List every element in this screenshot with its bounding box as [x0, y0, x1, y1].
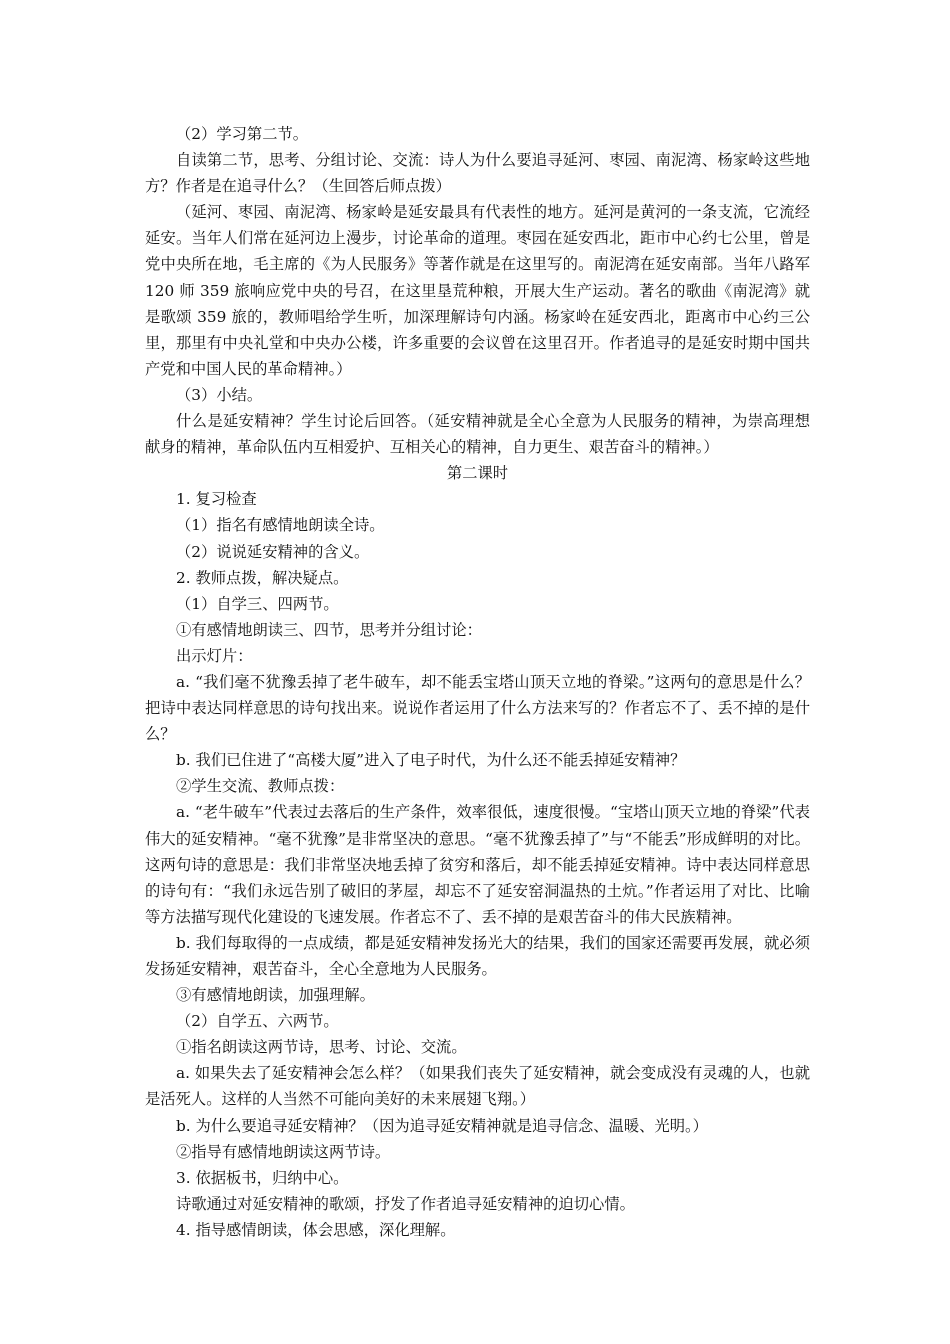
- question-b-why-seek: b. 为什么要追寻延安精神？（因为追寻延安精神就是追寻信念、温暖、光明。）: [176, 1116, 708, 1135]
- question-a-old-cart: a. “我们毫不犹豫丢掉了老牛破车，却不能丢宝塔山顶天立地的脊梁。”这两句的意思是什么？把诗中表达同样意思的诗句找出来。说说作者运用了什么方法来写的？作者忘不了、丢不掉的是什么？: [145, 672, 810, 744]
- step-emotional-reading: 4. 指导感情朗读，体会思感，深化理解。: [176, 1220, 456, 1239]
- paragraph-theme-statement: 诗歌通过对延安精神的歌颂，抒发了作者追寻延安精神的迫切心情。: [176, 1194, 635, 1213]
- section-heading-study-second: （2）学习第二节。: [176, 125, 309, 143]
- step-read-with-feeling: ③有感情地朗读，加强理解。: [176, 986, 375, 1005]
- question-a-lose-spirit: a. 如果失去了延安精神会怎么样？（如果我们丧失了延安精神，就会变成没有灵魂的人，也就是活死人。这样的人当然不可能向美好的未来展翅飞翔。）: [145, 1064, 810, 1109]
- question-b-electronic-age: b. 我们已住进了“高楼大厦”进入了电子时代，为什么还不能丢掉延安精神？: [176, 751, 686, 770]
- step-study-five-six: （2）自学五、六两节。: [176, 1012, 339, 1031]
- step-meaning-of-spirit: （2）说说延安精神的含义。: [176, 542, 370, 561]
- answer-b-achievements: b. 我们每取得的一点成绩，都是延安精神发扬光大的结果，我们的国家还需要再发展，就必须发扬延安精神，艰苦奋斗，全心全意地为人民服务。: [145, 933, 810, 978]
- paragraph-self-read-second: 自读第二节，思考、分组讨论、交流：诗人为什么要追寻延河、枣园、南泥湾、杨家岭这些地方？作者是在追寻什么？（生回答后师点拨）: [145, 151, 810, 196]
- step-read-two-sections: ①指名朗读这两节诗，思考、讨论、交流。: [176, 1038, 467, 1057]
- step-summarize-theme: 3. 依据板书，归纳中心。: [176, 1168, 349, 1187]
- step-review-check: 1. 复习检查: [176, 490, 257, 509]
- paragraph-yanan-spirit: 什么是延安精神？学生讨论后回答。（延安精神就是全心全意为人民服务的精神，为崇高理想献身的精神，革命队伍内互相爱护、互相关心的精神，自力更生、艰苦奋斗的精神。）: [145, 412, 810, 457]
- step-study-three-four: （1）自学三、四两节。: [176, 594, 339, 613]
- paragraph-place-explanation: （延河、枣园、南泥湾、杨家岭是延安最具有代表性的地方。延河是黄河的一条支流，它流经延安。当年人们常在延河边上漫步，讨论革命的道理。枣园在延安西北，距市中心约七公里，曾是党中央所在地，毛主席的《为人民服务》等著作就是在这里写的。南泥湾在延安南部。当年八路军 120 师 359 旅响应党中央的号召，在这里垦荒种粮，开展大生产运动。著名的歌曲《南泥湾》就是歌颂 359 旅的，教师唱给学生听，加深理解诗句内涵。杨家岭在延安西北，距离市中心约三公里，那里有中央礼堂和中央办公楼，许多重要的会议曾在这里召开。作者追寻的是延安时期中国共产党和中国人民的革命精神。）: [145, 203, 810, 378]
- step-read-and-discuss: ①有感情地朗读三、四节，思考并分组讨论：: [176, 620, 482, 639]
- lesson-heading-second-period: 第二课时: [446, 464, 509, 483]
- step-show-slides: 出示灯片：: [176, 646, 253, 665]
- step-guided-reading: ②指导有感情地朗读这两节诗。: [176, 1142, 391, 1161]
- document-page: [145, 121, 810, 1243]
- step-read-whole-poem: （1）指名有感情地朗读全诗。: [176, 516, 385, 535]
- step-teacher-guidance: 2. 教师点拨，解决疑点。: [176, 568, 349, 587]
- step-student-exchange: ②学生交流、教师点拨：: [176, 777, 345, 796]
- section-heading-summary: （3）小结。: [176, 385, 263, 404]
- answer-a-old-cart: a. “老牛破车”代表过去落后的生产条件，效率很低，速度很慢。“宝塔山顶天立地的脊梁”代表伟大的延安精神。“毫不犹豫”是非常坚决的意思。“毫不犹豫丢掉了”与“不能丢”形成鲜明的对比。这两句诗的意思是：我们非常坚决地丢掉了贫穷和落后，却不能丢掉延安精神。诗中表达同样意思的诗句有：“我们永远告别了破旧的茅屋，却忘不了延安窑洞温热的土炕。”作者运用了对比、比喻等方法描写现代化建设的飞速发展。作者忘不了、丢不掉的是艰苦奋斗的伟大民族精神。: [145, 803, 810, 926]
